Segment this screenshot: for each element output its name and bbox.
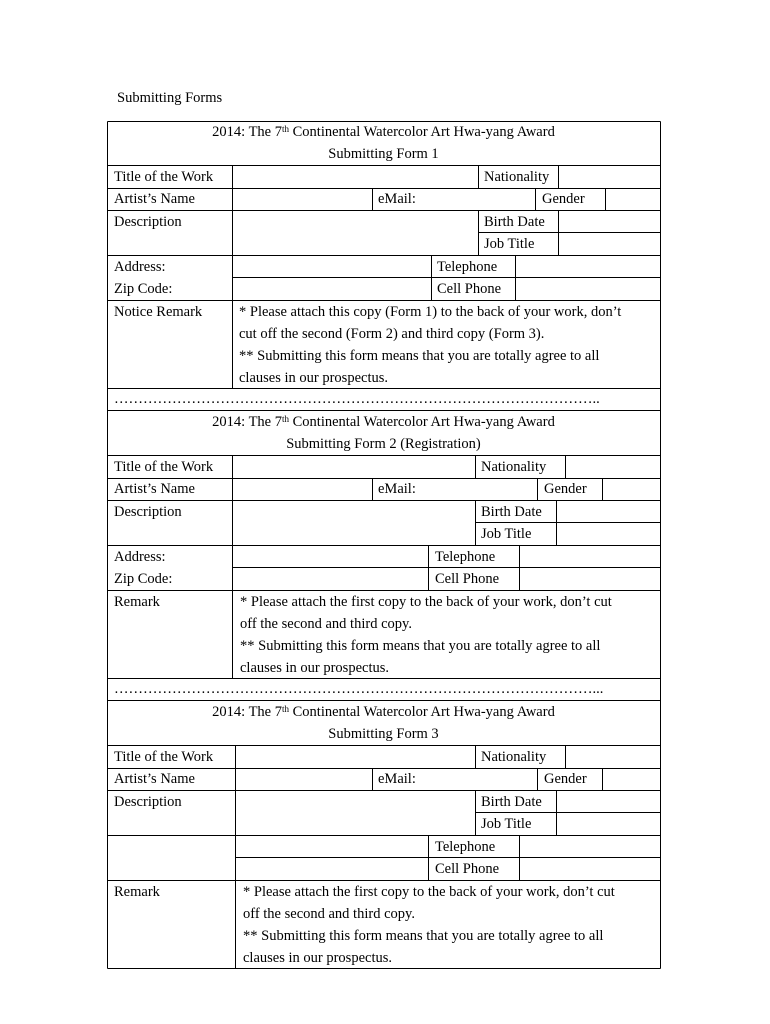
remark-line: off the second and third copy. <box>240 616 412 632</box>
job-title-label: Job Title <box>481 816 532 832</box>
artists-name-label: Artist’s Name <box>114 771 195 787</box>
title-of-work-label: Title of the Work <box>114 169 214 185</box>
gender-label: Gender <box>542 191 585 207</box>
form-title-sup: th <box>281 414 289 424</box>
artists-name-label: Artist’s Name <box>114 481 195 497</box>
form-subtitle: Submitting Form 3 <box>328 726 439 742</box>
title-of-work-label: Title of the Work <box>114 749 214 765</box>
remark-line: clauses in our prospectus. <box>240 660 389 676</box>
nationality-label: Nationality <box>481 749 547 765</box>
nationality-label: Nationality <box>481 459 547 475</box>
email-label: eMail: <box>378 191 416 207</box>
title-of-work-label: Title of the Work <box>114 459 214 475</box>
gender-label: Gender <box>544 481 587 497</box>
remark-line: * Please attach the first copy to the back of your work, don’t cut <box>240 594 612 610</box>
description-label: Description <box>114 504 182 520</box>
form-title <box>107 703 660 721</box>
artists-name-label: Artist’s Name <box>114 191 195 207</box>
separator-dotted: ……………………………………………………………………………………….. <box>114 391 600 407</box>
form-subtitle: Submitting Form 1 <box>328 146 439 162</box>
remark-line: clauses in our prospectus. <box>243 950 392 966</box>
cell-phone-label: Cell Phone <box>435 571 500 587</box>
email-label: eMail: <box>378 771 416 787</box>
address-label: Address: <box>114 549 166 565</box>
zip-code-label: Zip Code: <box>114 281 173 297</box>
form-title <box>107 413 660 431</box>
form-title-prefix: 2014: The 7 <box>212 124 282 140</box>
birth-date-label: Birth Date <box>484 214 545 230</box>
remark-line: * Please attach this copy (Form 1) to the back of your work, don’t <box>239 304 622 320</box>
birth-date-label: Birth Date <box>481 794 542 810</box>
form-title-prefix: 2014: The 7 <box>212 704 282 720</box>
form-title-rest: Continental Watercolor Art Hwa-yang Award <box>289 124 555 140</box>
cell-phone-label: Cell Phone <box>437 281 502 297</box>
telephone-label: Telephone <box>437 259 498 275</box>
remark-line: cut off the second (Form 2) and third copy (Form 3). <box>239 326 545 342</box>
form-title-sup: th <box>281 124 289 134</box>
zip-code-label: Zip Code: <box>114 571 173 587</box>
telephone-label: Telephone <box>435 839 496 855</box>
remark-line: clauses in our prospectus. <box>239 370 388 386</box>
form-title-sup: th <box>281 704 289 714</box>
remark-label: Remark <box>114 884 160 900</box>
remark-label: Remark <box>114 594 160 610</box>
form-title <box>107 123 660 141</box>
email-label: eMail: <box>378 481 416 497</box>
job-title-label: Job Title <box>481 526 532 542</box>
birth-date-label: Birth Date <box>481 504 542 520</box>
nationality-label: Nationality <box>484 169 550 185</box>
remark-line: off the second and third copy. <box>243 906 415 922</box>
separator-dotted: ………………………………………………………………………………………... <box>114 681 604 697</box>
form-title-prefix: 2014: The 7 <box>212 414 282 430</box>
address-label: Address: <box>114 259 166 275</box>
telephone-label: Telephone <box>435 549 496 565</box>
job-title-label: Job Title <box>484 236 535 252</box>
remark-label: Notice Remark <box>114 304 203 320</box>
description-label: Description <box>114 794 182 810</box>
cell-phone-label: Cell Phone <box>435 861 500 877</box>
gender-label: Gender <box>544 771 587 787</box>
remark-line: ** Submitting this form means that you are totally agree to all <box>243 928 604 944</box>
form-subtitle: Submitting Form 2 (Registration) <box>286 436 481 452</box>
page-heading: Submitting Forms <box>117 90 223 106</box>
remark-line: * Please attach the first copy to the back of your work, don’t cut <box>243 884 615 900</box>
form-title-rest: Continental Watercolor Art Hwa-yang Award <box>289 704 555 720</box>
form-title-rest: Continental Watercolor Art Hwa-yang Award <box>289 414 555 430</box>
remark-line: ** Submitting this form means that you are totally agree to all <box>240 638 601 654</box>
description-label: Description <box>114 214 182 230</box>
remark-line: ** Submitting this form means that you are totally agree to all <box>239 348 600 364</box>
